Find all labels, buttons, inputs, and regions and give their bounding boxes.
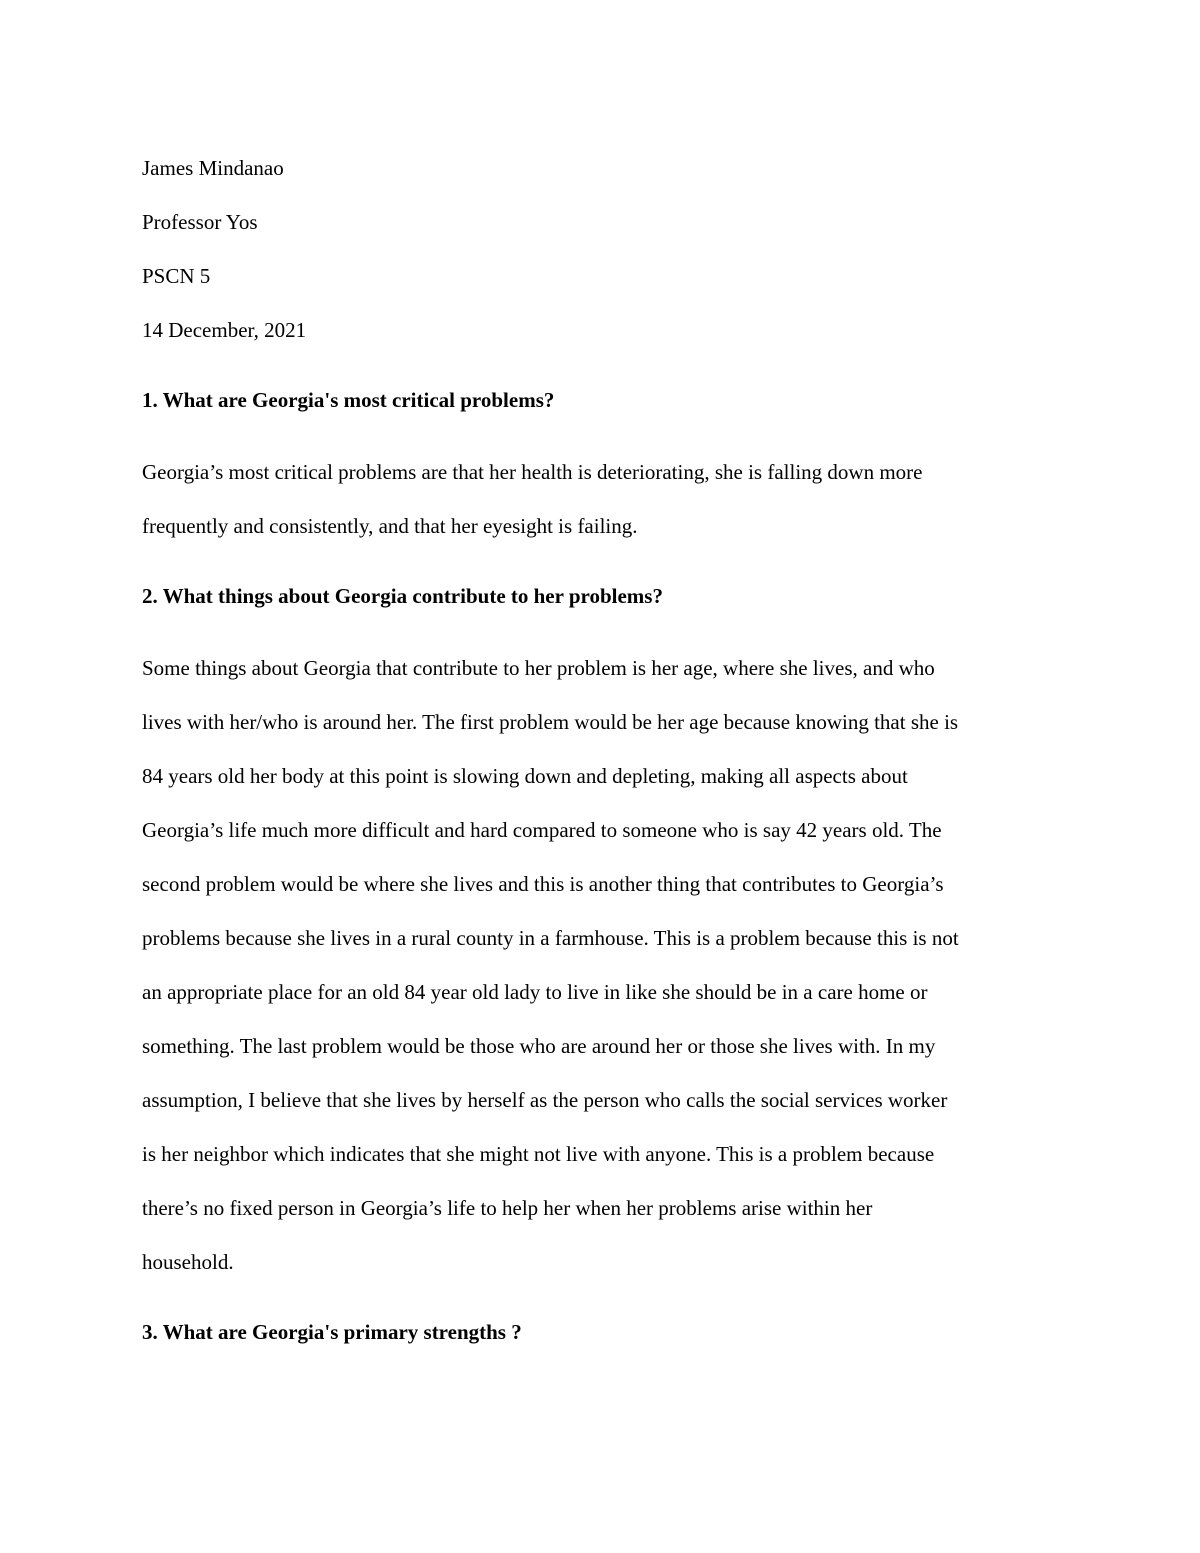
answer-line: lives with her/who is around her. The first problem would be her age because knowing that she is: [142, 710, 959, 734]
document-content: [142, 141, 1062, 1359]
question-1: 1. What are Georgia's most critical problems?: [142, 388, 555, 412]
question-2: 2. What things about Georgia contribute to her problems?: [142, 584, 663, 608]
answer-line: Georgia’s most critical problems are that her health is deteriorating, she is falling down more: [142, 460, 923, 484]
answer-line: household.: [142, 1250, 234, 1274]
document-date: 14 December, 2021: [142, 318, 307, 342]
answer-line: frequently and consistently, and that her eyesight is failing.: [142, 514, 638, 538]
answer-1: [142, 445, 1062, 553]
question-3: 3. What are Georgia's primary strengths ?: [142, 1320, 522, 1344]
answer-line: Some things about Georgia that contribute to her problem is her age, where she lives, and who: [142, 656, 935, 680]
answer-line: second problem would be where she lives and this is another thing that contributes to Georgia’s: [142, 872, 944, 896]
course-code: PSCN 5: [142, 264, 211, 288]
answer-2: [142, 641, 1062, 1289]
answer-line: is her neighbor which indicates that she might not live with anyone. This is a problem because: [142, 1142, 935, 1166]
professor-name: Professor Yos: [142, 210, 258, 234]
answer-line: assumption, I believe that she lives by herself as the person who calls the social services worker: [142, 1088, 948, 1112]
answer-line: there’s no fixed person in Georgia’s life to help her when her problems arise within her: [142, 1196, 873, 1220]
answer-line: problems because she lives in a rural county in a farmhouse. This is a problem because this is not: [142, 926, 959, 950]
answer-line: Georgia’s life much more difficult and hard compared to someone who is say 42 years old. The: [142, 818, 942, 842]
answer-line: 84 years old her body at this point is slowing down and depleting, making all aspects about: [142, 764, 908, 788]
answer-line: an appropriate place for an old 84 year old lady to live in like she should be in a care home or: [142, 980, 928, 1004]
student-name: James Mindanao: [142, 156, 284, 180]
answer-line: something. The last problem would be those who are around her or those she lives with. In my: [142, 1034, 936, 1058]
